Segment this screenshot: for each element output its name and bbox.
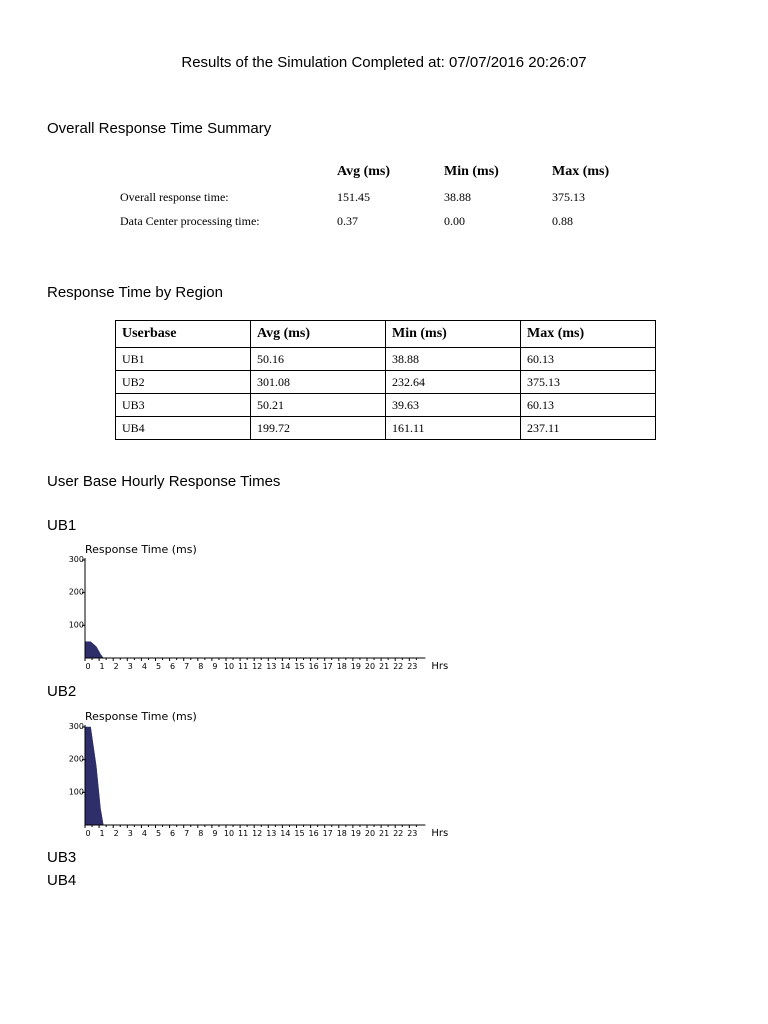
chart-xlabel: Hrs: [431, 661, 449, 672]
dc-row-max: 0.88: [552, 214, 573, 228]
table-cell: 50.16: [251, 348, 386, 371]
chart-x-tick-label: 18: [336, 829, 347, 838]
chart-x-tick-label: 16: [308, 829, 319, 838]
chart-x-tick-label: 12: [252, 662, 263, 671]
chart-x-tick-label: 9: [212, 662, 218, 671]
table-row: [116, 371, 656, 394]
region-col-max: Max (ms): [521, 321, 656, 348]
overall-row-avg: 151.45: [337, 190, 370, 204]
table-cell: 60.13: [521, 348, 656, 371]
chart-x-tick-label: 1: [99, 662, 105, 671]
chart-xlabel: Hrs: [431, 828, 449, 839]
chart-x-tick-label: 2: [113, 829, 119, 838]
overall-summary-heading: Overall Response Time Summary: [47, 120, 272, 137]
chart-x-tick-label: 17: [322, 829, 333, 838]
chart-y-tick-label: 200: [68, 587, 84, 597]
table-cell: UB3: [116, 394, 251, 417]
chart-y-tick-label: 300: [68, 722, 84, 731]
chart-y-tick-label: 100: [68, 787, 84, 797]
dc-row-min: 0.00: [444, 214, 465, 228]
table-cell: 39.63: [386, 394, 521, 417]
chart-x-tick-label: 9: [212, 829, 218, 838]
chart-x-tick-label: 11: [238, 662, 249, 671]
chart-x-tick-label: 8: [198, 662, 204, 671]
chart-title-ub2: UB2: [47, 683, 77, 700]
region-heading: Response Time by Region: [47, 284, 223, 301]
chart-x-tick-label: 12: [252, 829, 263, 838]
chart-x-tick-label: 7: [184, 829, 190, 838]
region-col-min: Min (ms): [386, 321, 521, 348]
overall-col-avg: Avg (ms): [337, 164, 391, 179]
chart-x-tick-label: 20: [364, 829, 376, 838]
table-cell: 301.08: [251, 371, 386, 394]
chart-x-tick-label: 15: [294, 662, 305, 671]
chart-x-tick-label: 6: [170, 829, 176, 838]
chart-x-tick-label: 11: [238, 829, 249, 838]
dc-row-label: Data Center processing time:: [120, 214, 260, 228]
chart-x-tick-label: 3: [127, 662, 133, 671]
overall-row-min: 38.88: [444, 190, 471, 204]
chart-y-tick-label: 100: [68, 620, 84, 630]
chart-x-tick-label: 15: [294, 829, 305, 838]
chart-ylabel: Response Time (ms): [85, 710, 197, 723]
page-title: Results of the Simulation Completed at: 07/07/2016 20:26:07: [181, 54, 587, 71]
chart-x-tick-label: 0: [85, 662, 91, 671]
chart-x-tick-label: 22: [393, 662, 404, 671]
chart-x-tick-label: 8: [198, 829, 204, 838]
chart-x-tick-label: 14: [280, 829, 291, 838]
hourly-heading: User Base Hourly Response Times: [47, 473, 281, 490]
chart-x-tick-label: 4: [141, 829, 147, 838]
chart-x-tick-label: 23: [407, 662, 418, 671]
region-col-userbase: Userbase: [116, 321, 251, 348]
table-cell: 161.11: [386, 417, 521, 440]
table-cell: UB1: [116, 348, 251, 371]
overall-row-max: 375.13: [552, 190, 585, 204]
chart-x-tick-label: 10: [223, 662, 235, 671]
chart-x-tick-label: 19: [350, 829, 361, 838]
chart-x-tick-label: 22: [393, 829, 404, 838]
chart-x-tick-label: 2: [113, 662, 119, 671]
table-row: [116, 348, 656, 371]
chart-x-tick-label: 14: [280, 662, 291, 671]
table-cell: 232.64: [386, 371, 521, 394]
chart-x-tick-label: 3: [127, 829, 133, 838]
chart-area: [85, 642, 103, 658]
table-cell: 50.21: [251, 394, 386, 417]
chart-x-tick-label: 19: [350, 662, 361, 671]
chart-title-ub1: UB1: [47, 517, 77, 534]
chart-x-tick-label: 17: [322, 662, 333, 671]
table-cell: 38.88: [386, 348, 521, 371]
chart-x-tick-label: 5: [155, 662, 162, 671]
chart-x-tick-label: 0: [85, 829, 91, 838]
chart-x-tick-label: 5: [155, 829, 162, 838]
chart-ylabel: Response Time (ms): [85, 543, 197, 556]
table-cell: UB2: [116, 371, 251, 394]
chart-x-tick-label: 1: [99, 829, 105, 838]
chart-y-tick-label: 300: [68, 555, 84, 564]
table-row: [116, 417, 656, 440]
region-table: [115, 320, 656, 440]
chart-area: [85, 727, 103, 825]
chart-x-tick-label: 6: [170, 662, 176, 671]
chart-x-tick-label: 13: [266, 829, 277, 838]
ub1-hourly-chart: [60, 538, 480, 673]
chart-x-tick-label: 10: [223, 829, 235, 838]
table-row: [116, 394, 656, 417]
table-cell: 199.72: [251, 417, 386, 440]
chart-x-tick-label: 23: [407, 829, 418, 838]
region-col-avg: Avg (ms): [251, 321, 386, 348]
overall-row-label: Overall response time:: [120, 190, 229, 204]
overall-col-min: Min (ms): [444, 164, 499, 179]
table-cell: 237.11: [521, 417, 656, 440]
table-cell: 375.13: [521, 371, 656, 394]
dc-row-avg: 0.37: [337, 214, 358, 228]
region-table-header: [116, 321, 656, 348]
ub2-hourly-chart: [60, 705, 480, 840]
chart-x-tick-label: 21: [379, 829, 390, 838]
label-ub4: UB4: [47, 872, 77, 889]
chart-x-tick-label: 4: [141, 662, 147, 671]
chart-x-tick-label: 16: [308, 662, 319, 671]
chart-x-tick-label: 20: [364, 662, 376, 671]
chart-x-tick-label: 18: [336, 662, 347, 671]
chart-x-tick-label: 13: [266, 662, 277, 671]
chart-y-tick-label: 200: [68, 754, 84, 764]
chart-x-tick-label: 21: [379, 662, 390, 671]
overall-col-max: Max (ms): [552, 164, 610, 179]
table-cell: UB4: [116, 417, 251, 440]
label-ub3: UB3: [47, 849, 77, 866]
chart-x-tick-label: 7: [184, 662, 190, 671]
table-cell: 60.13: [521, 394, 656, 417]
